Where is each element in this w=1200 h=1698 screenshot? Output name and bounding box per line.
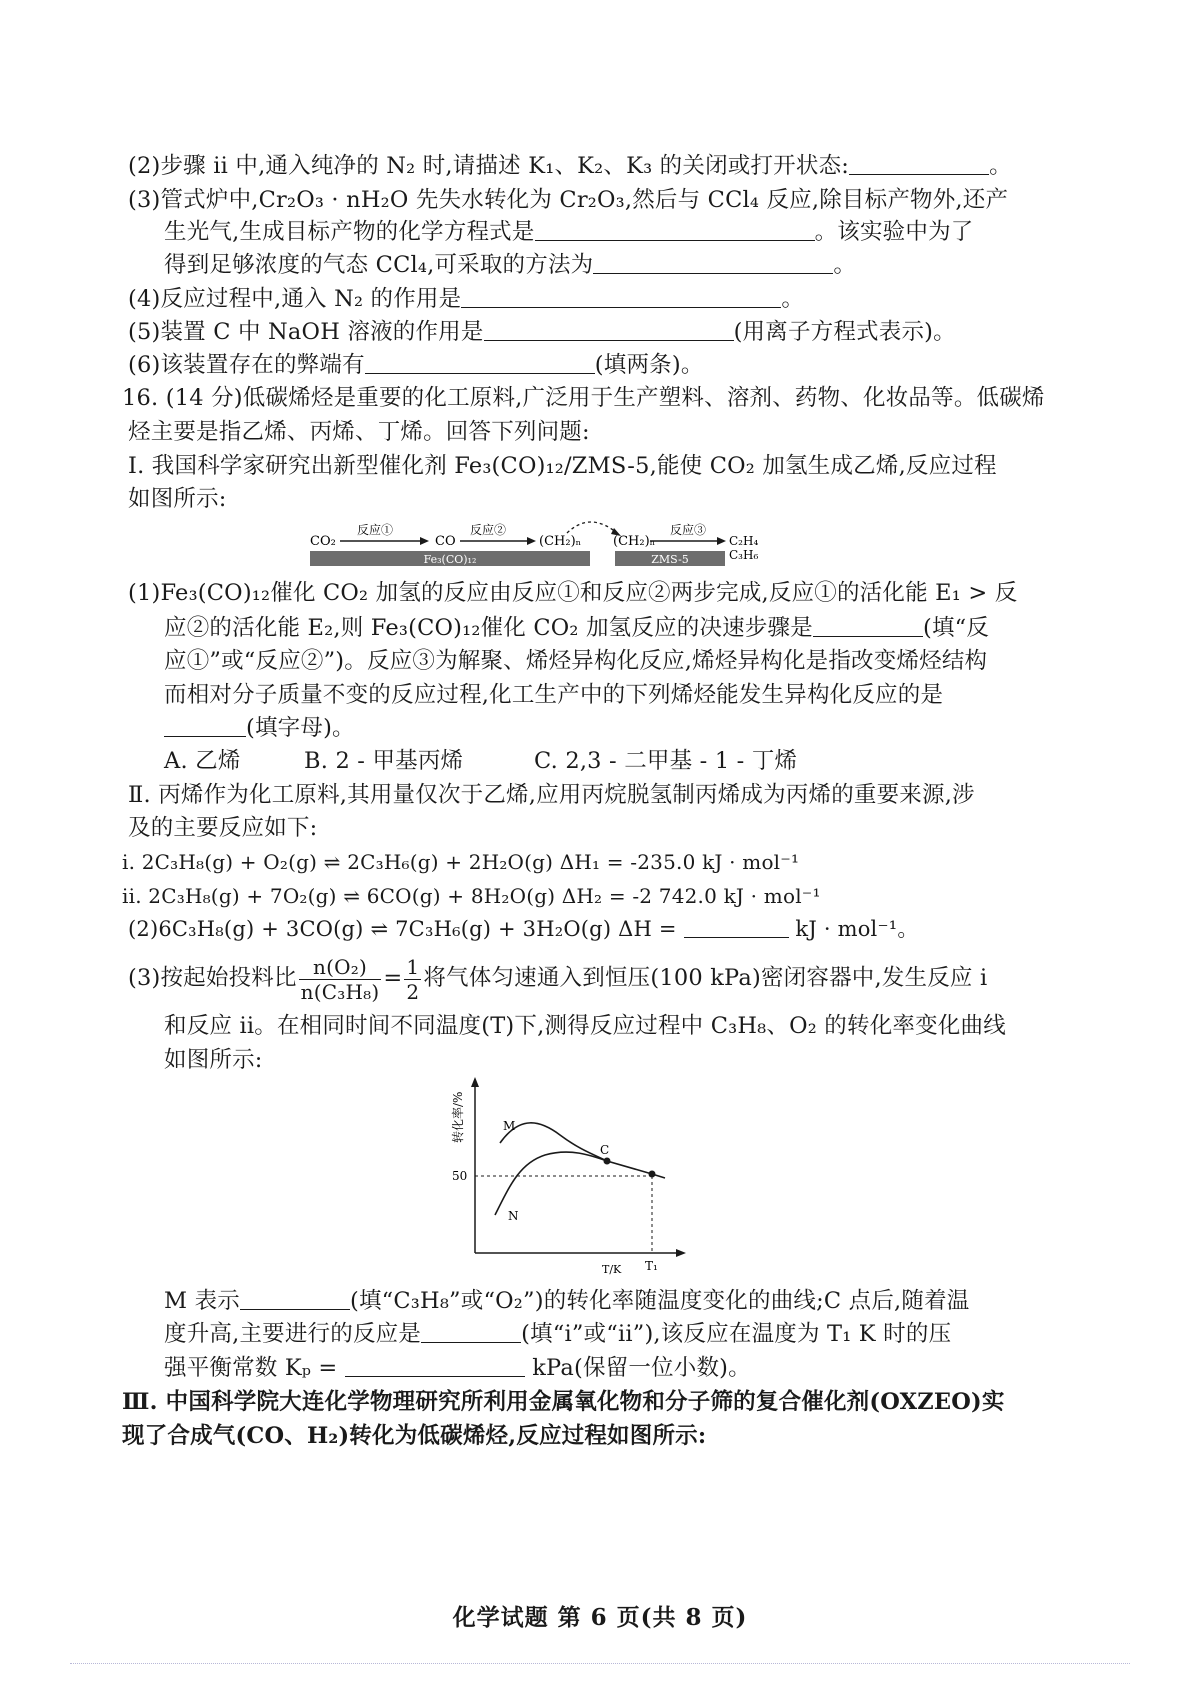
answer-blank[interactable] [684, 917, 789, 938]
q16-section1-line1: Ⅰ. 我国科学家研究出新型催化剂 Fe₃(CO)₁₂/ZMS-5,能使 CO₂ 加氢生成乙烯,反应过程 [128, 453, 997, 479]
x-axis-label: T/K [602, 1263, 622, 1276]
q16-part1-line4: 而相对分子质量不变的反应过程,化工生产中的下列烯烃能发生异构化反应的是 [164, 682, 944, 708]
q16-part3-line1: (3)按起始投料比 $\frac{\text{n(O₂)}}{\text{n(C₃H₈)}}$ = $\frac{1}{2}$ 将气体匀速通入到恒压(100 kPa)密闭容器中,发生反应 i [128, 954, 988, 1004]
q16-section3-line2: 现了合成气(CO、H₂)转化为低碳烯烃,反应过程如图所示: [122, 1423, 707, 1449]
ratio-value-fraction: $\frac{1}{2}$ [406, 954, 420, 1004]
answer-blank[interactable] [345, 1356, 525, 1377]
answer-blank[interactable] [240, 1289, 350, 1310]
curve-n [495, 1152, 607, 1215]
answer-blank[interactable] [813, 616, 923, 637]
label-c: C [600, 1143, 610, 1157]
conversion-rate-chart [440, 1075, 700, 1285]
arrowhead [527, 537, 536, 545]
q15-part6: (6)该装置存在的弊端有 (填两条)。 [128, 352, 704, 378]
q15-part4: (4)反应过程中,通入 N₂ 的作用是 。 [128, 286, 805, 312]
q16-part1-line1: (1)Fe₃(CO)₁₂催化 CO₂ 加氢的反应由反应①和反应②两步完成,反应①的活化能 E₁ > 反 [128, 580, 1018, 606]
point-c [604, 1158, 611, 1165]
answer-blank[interactable] [535, 220, 815, 241]
bottom-dotted-rule [70, 1663, 1130, 1664]
q15-part3-line1: (3)管式炉中,Cr₂O₃ · nH₂O 先失水转化为 Cr₂O₃,然后与 CCl₄ 反应,除目标产物外,还产 [128, 187, 1009, 213]
answer-blank[interactable] [164, 716, 246, 737]
q16-part3-q-line2: 度升高,主要进行的反应是 (填“i”或“ii”),该反应在温度为 T₁ K 时的压 [164, 1321, 952, 1347]
label-n: N [508, 1209, 519, 1223]
transfer-arc [567, 522, 617, 533]
reaction-scheme-diagram [305, 515, 825, 585]
arrowhead [420, 537, 429, 545]
answer-blank[interactable] [365, 353, 595, 374]
q15-part3-line2: 生光气,生成目标产物的化学方程式是 。该实验中为了 [164, 219, 974, 245]
q16-options [164, 745, 797, 777]
q16-part3-q-line3: 强平衡常数 Kₚ = kPa(保留一位小数)。 [164, 1355, 751, 1381]
co2-label: CO₂ [310, 534, 336, 549]
answer-blank[interactable] [849, 154, 989, 175]
answer-blank[interactable] [484, 320, 734, 341]
q15-part5: (5)装置 C 中 NaOH 溶液的作用是 (用离子方程式表示)。 [128, 319, 956, 345]
q16-intro-line1: 16. (14 分)低碳烯烃是重要的化工原料,广泛用于生产塑料、溶剂、药物、化妆品等。低碳烯 [122, 385, 1045, 411]
q16-part1-line2: 应②的活化能 E₂,则 Fe₃(CO)₁₂催化 CO₂ 加氢反应的决速步骤是 (填“反 [164, 615, 990, 641]
q16-part3-q-line1: M 表示 (填“C₃H₈”或“O₂”)的转化率随温度变化的曲线;C 点后,随着温 [164, 1288, 970, 1314]
y-tick-50: 50 [452, 1169, 468, 1183]
reaction3-label: 反应③ [670, 523, 707, 537]
option-c[interactable]: C. 2,3 - 二甲基 - 1 - 丁烯 [534, 748, 798, 774]
option-a[interactable]: A. 乙烯 [164, 748, 241, 774]
y-axis-label: 转化率/% [451, 1091, 465, 1143]
catalyst-fe3co12-label: Fe₃(CO)₁₂ [423, 553, 477, 566]
c2h4-label: C₂H₄ [729, 534, 759, 548]
catalyst-zms5-label: ZMS-5 [651, 553, 689, 566]
x-axis-arrowhead [676, 1249, 686, 1257]
label-m: M [503, 1119, 516, 1133]
label-t1: T₁ [645, 1259, 658, 1273]
q16-section2-line2: 及的主要反应如下: [128, 815, 318, 841]
q16-part1-line3: 应①”或“反应②”)。反应③为解聚、烯烃异构化反应,烯烃异构化是指改变烯烃结构 [164, 648, 988, 674]
answer-blank[interactable] [593, 253, 833, 274]
ch2n-label: (CH₂)ₙ [613, 534, 656, 549]
y-axis-arrowhead [471, 1077, 479, 1087]
arrowhead [717, 537, 726, 545]
point-t1 [649, 1171, 656, 1178]
page-footer: 化学试题 第 6 页(共 8 页) [452, 1604, 748, 1631]
curve-m [500, 1123, 665, 1178]
q16-section3-line1: Ⅲ. 中国科学院大连化学物理研究所利用金属氧化物和分子筛的复合催化剂(OXZEO)实 [122, 1389, 1005, 1415]
q16-section2-line1: Ⅱ. 丙烯作为化工原料,其用量仅次于乙烯,应用丙烷脱氢制丙烯成为丙烯的重要来源,涉 [128, 782, 975, 808]
q16-part2: (2)6C₃H₈(g) + 3CO(g) ⇌ 7C₃H₆(g) + 3H₂O(g) ΔH = kJ · mol⁻¹。 [128, 917, 919, 941]
q16-part1-line5: (填字母)。 [164, 712, 355, 744]
q16-section1-line2: 如图所示: [128, 486, 227, 512]
q16-intro-line2: 烃主要是指乙烯、丙烯、丁烯。回答下列问题: [128, 419, 590, 445]
reaction2-label: 反应② [470, 523, 507, 537]
q16-part3-line3: 如图所示: [164, 1047, 263, 1073]
equation-ii: ii. 2C₃H₈(g) + 7O₂(g) ⇌ 6CO(g) + 8H₂O(g) ΔH₂ = -2 742.0 kJ · mol⁻¹ [122, 884, 821, 908]
q15-part3-line3: 得到足够浓度的气态 CCl₄,可采取的方法为 。 [164, 252, 857, 278]
reaction1-label: 反应① [357, 523, 394, 537]
ch2n-label: (CH₂)ₙ [539, 534, 582, 549]
feed-ratio-fraction: $\frac{\text{n(O₂)}}{\text{n(C₃H₈)}}$ [300, 954, 380, 1004]
q15-part2: (2)步骤 ii 中,通入纯净的 N₂ 时,请描述 K₁、K₂、K₃ 的关闭或打开状态: 。 [128, 153, 1012, 179]
equation-i: i. 2C₃H₈(g) + O₂(g) ⇌ 2C₃H₆(g) + 2H₂O(g) ΔH₁ = -235.0 kJ · mol⁻¹ [122, 850, 800, 874]
co-label: CO [435, 534, 456, 549]
c3h6-label: C₃H₆ [729, 548, 759, 562]
answer-blank[interactable] [461, 287, 781, 308]
q16-part3-line2: 和反应 ii。在相同时间不同温度(T)下,测得反应过程中 C₃H₈、O₂ 的转化率变化曲线 [164, 1013, 1006, 1039]
option-b[interactable]: B. 2 - 甲基丙烯 [304, 748, 464, 774]
answer-blank[interactable] [421, 1322, 521, 1343]
